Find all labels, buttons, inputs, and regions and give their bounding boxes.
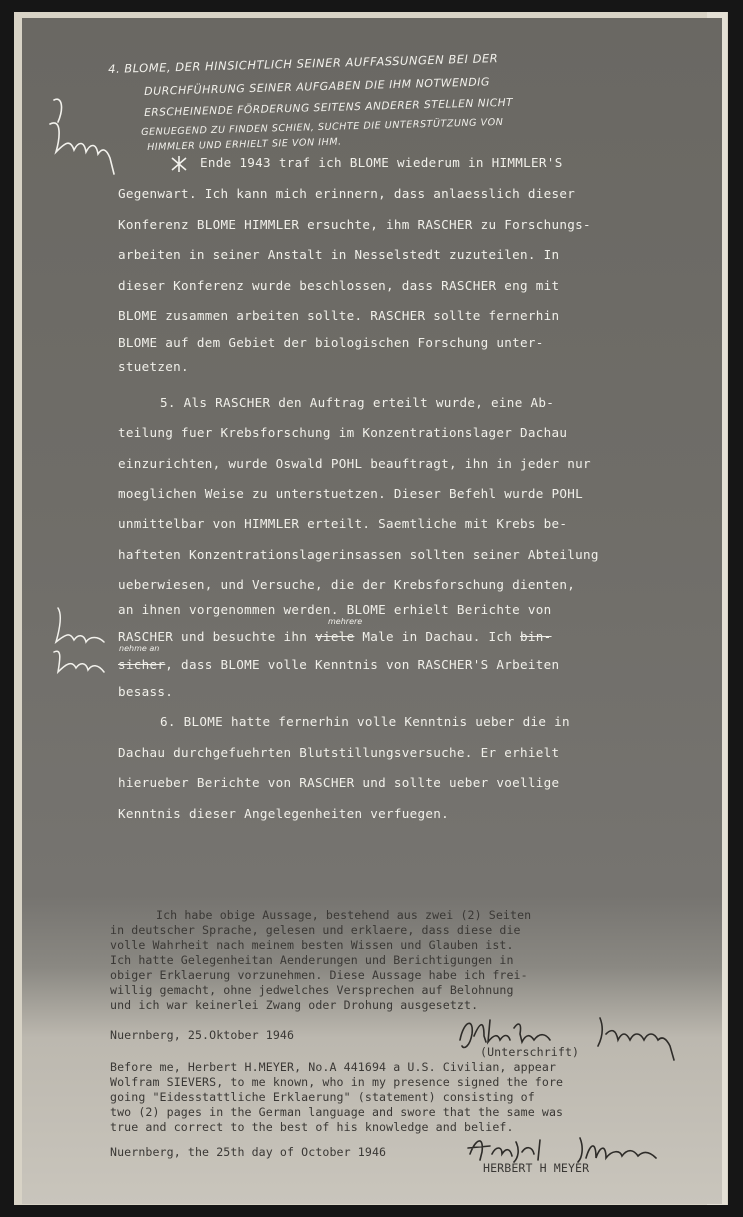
margin-initials-signature-lower (40, 598, 120, 686)
struck-word: bin- (520, 629, 552, 644)
typed-line: 6. BLOME hatte fernerhin volle Kenntnis ueber die in (160, 714, 570, 729)
typed-line: moeglichen Weise zu unterstuetzen. Dieser Befehl wurde POHL (118, 486, 584, 501)
declaration-line: und ich war keinerlei Zwang oder Drohung ausgesetzt. (110, 998, 479, 1012)
handwritten-correction: mehrere (328, 617, 363, 626)
typed-line: BLOME zusammen arbeiten sollte. RASCHER sollte fernerhin (118, 308, 560, 323)
typed-line: Kenntnis dieser Angelegenheiten verfuegen. (118, 806, 450, 821)
officer-name: HERBERT H MEYER (483, 1161, 590, 1175)
typed-line: teilung fuer Krebsforschung im Konzentrationslager Dachau (118, 425, 568, 440)
jurat-line: Before me, Herbert H.MEYER, No.A 441694 a U.S. Civilian, appear (110, 1060, 557, 1074)
typed-line: BLOME auf dem Gebiet der biologischen Forschung unter- (118, 335, 544, 350)
handwritten-line: HIMMLER UND ERHIELT SIE VON IHM. (146, 136, 342, 153)
signature-label: (Unterschrift) (480, 1045, 580, 1059)
jurat-line: Wolfram SIEVERS, to me known, who in my presence signed the fore (110, 1075, 564, 1089)
handwritten-correction: nehme an (119, 644, 160, 653)
declaration-line: obiger Erklaerung vorzunehmen. Diese Aussage habe ich frei- (110, 968, 528, 982)
struck-word: viele (315, 629, 355, 644)
typed-line: Dachau durchgefuehrten Blutstillungsversuche. Er erhielt (118, 745, 560, 760)
jurat-line: going "Eidesstattliche Erklaerung" (statement) consisting of (110, 1090, 535, 1104)
typed-line: hafteten Konzentrationslagerinsassen sollten seiner Abteilung (118, 547, 599, 562)
margin-initials-signature (40, 78, 130, 178)
jurat-place-date: Nuernberg, the 25th day of October 1946 (110, 1145, 387, 1159)
struck-word: sicher (118, 657, 166, 672)
declaration-line: volle Wahrheit nach meinem besten Wissen und Glauben ist. (110, 938, 514, 952)
insertion-mark-icon (170, 156, 190, 172)
typed-line: an ihnen vorgenommen werden. BLOME erhielt Berichte von (118, 602, 552, 617)
declaration-line: in deutscher Sprache, gelesen und erklaere, dass diese die (110, 923, 521, 937)
typed-line: 5. Als RASCHER den Auftrag erteilt wurde, eine Ab- (160, 395, 555, 410)
typed-line: Ende 1943 traf ich BLOME wiederum in HIMMLER'S (200, 155, 563, 170)
handwritten-line: DURCHFÜHRUNG SEINER AUFGABEN DIE IHM NOTWENDIG (143, 75, 491, 98)
declaration-line: Ich habe obige Aussage, bestehend aus zwei (2) Seiten (156, 908, 532, 922)
jurat-line: two (2) pages in the German language and swore that the same was (110, 1105, 564, 1119)
typed-line: stuetzen. (118, 359, 189, 374)
typed-line: unmittelbar von HIMMLER erteilt. Saemtliche mit Krebs be- (118, 516, 568, 531)
typed-line-with-corrections: RASCHER und besuchte ihn viele Male in Dachau. Ich bin- (118, 629, 552, 644)
declaration-line: Ich hatte Gelegenheitan Aenderungen und Berichtigungen in (110, 953, 514, 967)
typed-line: einzurichten, wurde Oswald POHL beauftragt, ihn in jeder nur (118, 456, 591, 471)
typed-line: ueberwiesen, und Versuche, die der Krebsforschung dienten, (118, 577, 576, 592)
typed-line-with-corrections: sicher, dass BLOME volle Kenntnis von RASCHER'S Arbeiten (118, 657, 560, 672)
typed-line: Konferenz BLOME HIMMLER ersuchte, ihm RASCHER zu Forschungs- (118, 217, 591, 232)
typed-line: hierueber Berichte von RASCHER und sollte ueber voellige (118, 775, 560, 790)
typed-line: Gegenwart. Ich kann mich erinnern, dass anlaesslich dieser (118, 186, 576, 201)
handwritten-line: 4. BLOME, DER HINSICHTLICH SEINER AUFFASSUNGEN BEI DER (107, 51, 499, 76)
typed-line: dieser Konferenz wurde beschlossen, dass RASCHER eng mit (118, 278, 560, 293)
handwritten-line: GENUEGEND ZU FINDEN SCHIEN, SUCHTE DIE UNTERSTÜTZUNG VON (140, 116, 504, 138)
typed-line: besass. (118, 684, 174, 699)
typed-line: arbeiten in seiner Anstalt in Nesselstedt zuzuteilen. In (118, 247, 560, 262)
handwritten-line: ERSCHEINENDE FÖRDERUNG SEITENS ANDERER STELLEN NICHT (143, 96, 514, 119)
declaration-line: willig gemacht, ohne jedwelches Versprechen auf Belohnung (110, 983, 514, 997)
jurat-line: true and correct to the best of his knowledge and belief. (110, 1120, 514, 1134)
declaration-place-date: Nuernberg, 25.Oktober 1946 (110, 1028, 295, 1042)
